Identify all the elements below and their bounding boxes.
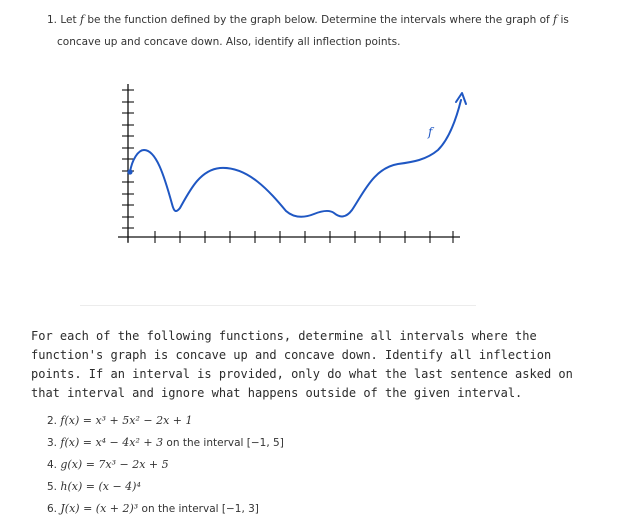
curve-start-point	[127, 169, 132, 174]
problem-text: be the function defined by the graph below. Determine the intervals where the graph of	[84, 14, 554, 26]
list-item	[47, 432, 284, 454]
problem-text: is	[557, 14, 569, 26]
function-curve	[130, 100, 461, 217]
item-number: 4.	[47, 459, 58, 471]
function-expression: J(x) = (x + 2)³	[60, 502, 139, 515]
function-symbol: f	[79, 13, 85, 26]
divider	[80, 305, 476, 306]
function-graph	[108, 80, 478, 255]
function-expression: f(x) = x³ + 5x² − 2x + 1	[60, 414, 193, 427]
item-number: 3.	[47, 437, 58, 449]
item-number: 6.	[47, 503, 58, 515]
list-item	[47, 454, 284, 476]
interval-note: on the interval [−1, 3]	[138, 503, 259, 515]
function-symbol: f	[553, 13, 558, 26]
curve-label: f	[428, 125, 433, 139]
function-expression: h(x) = (x − 4)⁴	[60, 480, 141, 493]
problem-1	[47, 9, 607, 53]
item-number: 2.	[47, 415, 58, 427]
list-item	[47, 476, 284, 498]
problem-1-line-1	[47, 9, 607, 31]
function-expression: f(x) = x⁴ − 4x² + 3	[60, 436, 164, 449]
item-number: 5.	[47, 481, 58, 493]
function-expression: g(x) = 7x³ − 2x + 5	[60, 458, 169, 471]
function-list	[47, 410, 284, 520]
problem-text: 1. Let	[47, 14, 80, 26]
interval-note: on the interval [−1, 5]	[163, 437, 284, 449]
list-item	[47, 410, 284, 432]
problem-1-line-2: concave up and concave down. Also, identify all inflection points.	[57, 36, 401, 48]
instructions-paragraph: For each of the following functions, determine all intervals where the function's graph is concave up and concave down. Identify all inflection points. If an interval is provided, only do what the last sentence asked on that interval and ignore what happens outside of the given interval.	[31, 329, 573, 400]
list-item	[47, 498, 284, 520]
